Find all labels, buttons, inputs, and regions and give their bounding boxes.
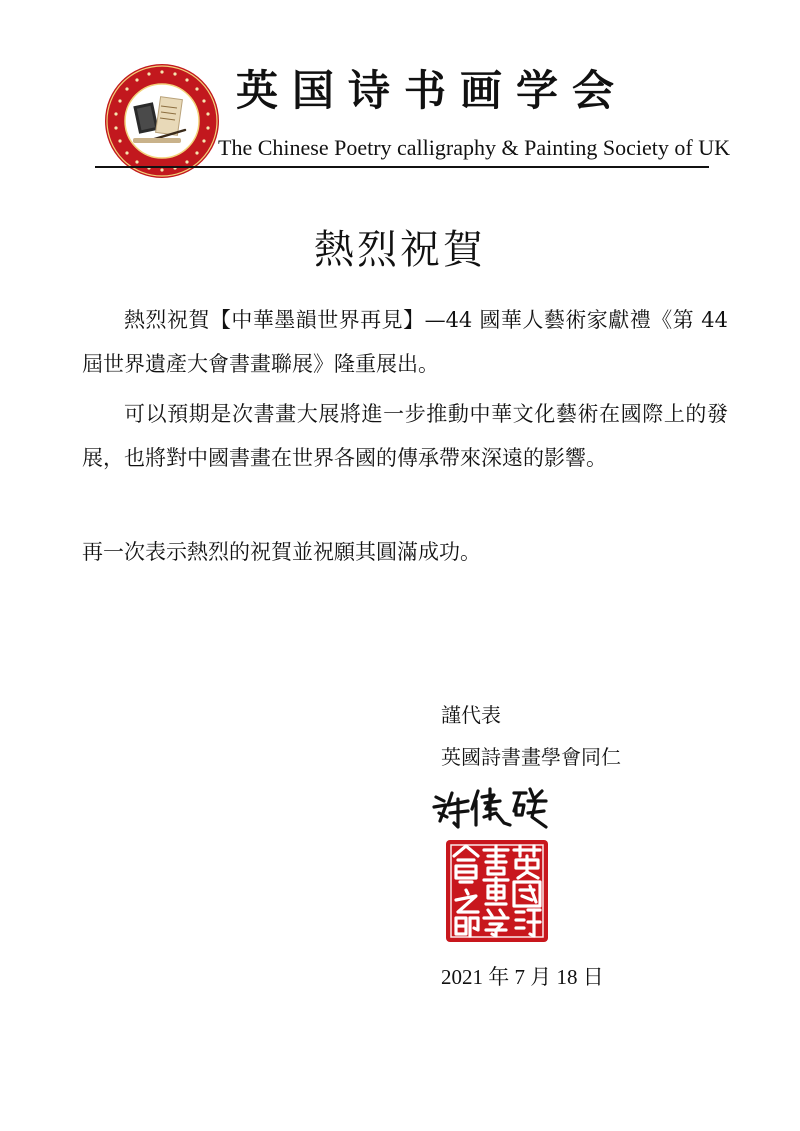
red-seal-stamp xyxy=(444,838,550,944)
society-logo-icon xyxy=(103,62,221,180)
header-divider xyxy=(95,166,709,168)
handwritten-signature xyxy=(430,783,550,833)
letter-paragraph-3: 再一次表示熱烈的祝賀並祝願其圓滿成功。 xyxy=(82,540,481,564)
signoff-organization: 英國詩書畫學會同仁 xyxy=(441,745,621,769)
letter-title: 熱烈祝賀 xyxy=(314,227,486,273)
letter-date: 2021 年 7 月 18 日 xyxy=(441,965,604,989)
organization-name-english: The Chinese Poetry calligraphy & Painting Society of UK xyxy=(218,135,731,160)
organization-name-chinese: 英国诗书画学会 xyxy=(236,66,629,115)
letter-paragraph-1: 熱烈祝賀【中華墨韻世界再見】—44 國華人藝術家獻禮《第 44 屆世界遺產大會書畫聯展》隆重展出。 xyxy=(82,308,728,376)
signoff-prefix: 謹代表 xyxy=(441,703,501,727)
letter-paragraph-2: 可以預期是次書畫大展將進一步推動中華文化藝術在國際上的發展，也將對中國書畫在世界各國的傳承帶來深遠的影響。 xyxy=(82,402,728,470)
